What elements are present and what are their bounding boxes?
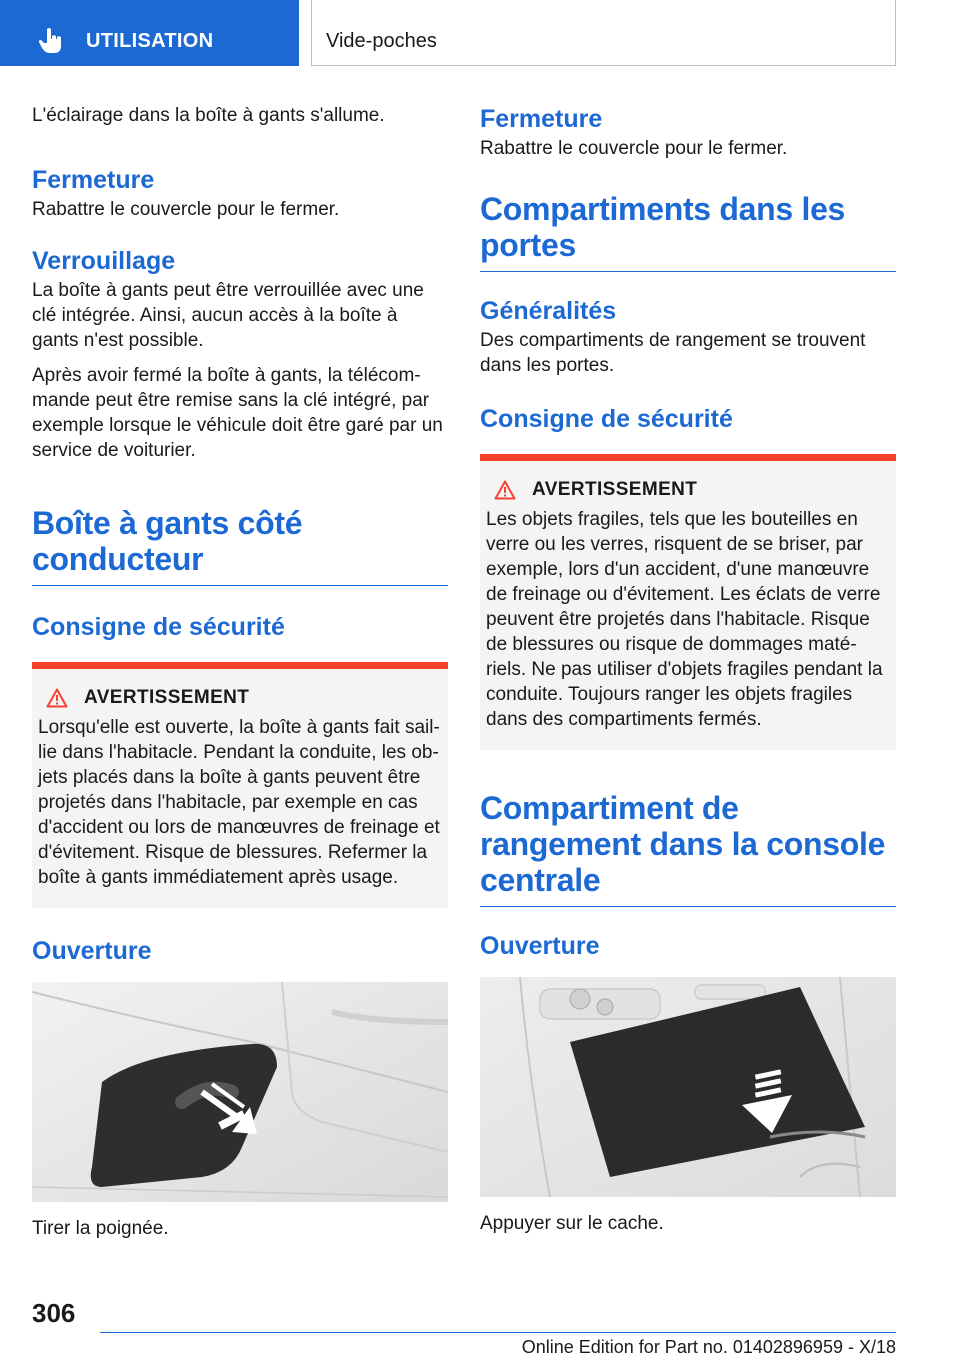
heading-rule (480, 906, 896, 907)
intro-text: L'éclairage dans la boîte à gants s'allume. (32, 105, 385, 126)
warning-box (32, 662, 448, 908)
heading-verrouillage: Verrouillage (32, 247, 176, 275)
hand-pointer-icon (36, 26, 66, 56)
heading-compartiments-portes: Compartiments dans les portes (480, 191, 846, 263)
generalites-text: Des compartiments de rangement se trouvent dans les portes. (480, 330, 866, 376)
warning-title: AVERTISSEMENT (84, 687, 250, 708)
figure-caption-left: Tirer la poignée. (32, 1218, 169, 1239)
verrouillage-text-2: Après avoir fermé la boîte à gants, la télécom-mande peut être remise sans la clé intégré, par exemple lorsque le véhicule doit être garé par un service de voiturier. (32, 365, 443, 461)
section-tab (311, 0, 896, 66)
warning-triangle-icon (46, 688, 68, 708)
heading-consigne-right: Consigne de sécurité (480, 405, 733, 433)
left-column (32, 100, 448, 1241)
chapter-tab[interactable] (0, 0, 299, 66)
heading-rule (480, 271, 896, 272)
warning-header (486, 479, 888, 501)
heading-ouverture-right: Ouverture (480, 932, 600, 960)
warning-header (38, 687, 440, 709)
heading-fermeture-right: Fermeture (480, 105, 603, 133)
console-figure (480, 977, 896, 1197)
heading-rule (32, 585, 448, 586)
figure-caption-right: Appuyer sur le cache. (480, 1213, 664, 1234)
warning-box-right (480, 454, 896, 750)
warning-text: Les objets fragiles, tels que les bouteilles en verre ou les verres, risquent de se briser, par exemple, lors d'un accident, d'une manœuvre de freinage ou d'évitement. Les éclats de verre peuvent être projetés dans l'habitacle. Risque de blessures ou risque de dommages maté-riels. Ne pas utiliser d'objets fragiles pendant la conduite. Toujours ranger les objets fragiles dans des compartiments fermés. (486, 509, 883, 730)
heading-boite-conducteur: Boîte à gants côté conducteur (32, 505, 303, 577)
footer-rule (100, 1332, 896, 1333)
heading-ouverture: Ouverture (32, 937, 152, 965)
section-label: Vide-poches (326, 30, 437, 52)
heading-fermeture: Fermeture (32, 166, 155, 194)
glovebox-figure (32, 982, 448, 1202)
page-number: 306 (32, 1298, 76, 1328)
glovebox-illustration (32, 982, 448, 1202)
warning-text: Lorsqu'elle est ouverte, la boîte à gants fait sail-lie dans l'habitacle. Pendant la conduite, les ob-jets placés dans la boîte à gants peuvent être projetés dans l'habitacle, par exemple en cas d'accident ou lors de manœuvres de freinage et d'évitement. Risque de blessures. Refermer la boîte à gants immédiatement après usage. (38, 717, 440, 888)
page-header (0, 0, 960, 66)
chapter-label: UTILISATION (86, 30, 214, 52)
heading-console-centrale: Compartiment de rangement dans la console centrale (480, 790, 886, 898)
fermeture-text-right: Rabattre le couvercle pour le fermer. (480, 138, 788, 159)
heading-generalites: Généralités (480, 297, 617, 325)
verrouillage-text-1: La boîte à gants peut être verrouillée avec une clé intégrée. Ainsi, aucun accès à la boîte à gants n'est possible. (32, 280, 424, 351)
footer-edition: Online Edition for Part no. 01402896959 - X/18 (521, 1337, 896, 1357)
fermeture-text: Rabattre le couvercle pour le fermer. (32, 199, 340, 220)
console-illustration (480, 977, 896, 1197)
right-column (480, 100, 896, 1236)
heading-consigne: Consigne de sécurité (32, 613, 285, 641)
warning-title: AVERTISSEMENT (532, 479, 698, 500)
warning-triangle-icon (494, 480, 516, 500)
